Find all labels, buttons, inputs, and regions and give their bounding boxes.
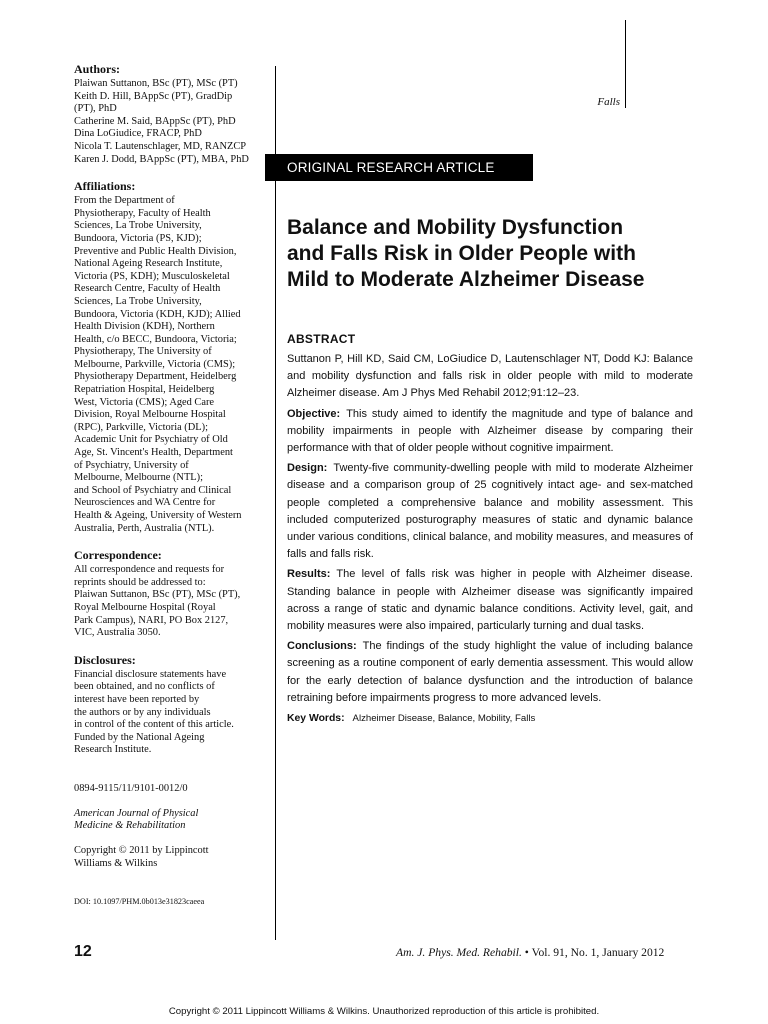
conclusions-paragraph [287, 638, 693, 707]
results-paragraph [287, 566, 693, 635]
keywords-label: Key Words: [287, 713, 345, 725]
conclusions-label: Conclusions: [287, 640, 357, 653]
conclusions-text: The findings of the study highlight the value of including balance screening as a routine component of early dementia assessment. This would allow for the early detection of balance dysfunction and the introduction of balance retraining before impairments progress to more advanced levels. [287, 640, 693, 704]
correspondence-section [74, 548, 270, 640]
disclosures-text: Financial disclosure statements have been obtained, and no conflicts of interest have been reported by the authors or by any individuals in control of the content of this article. Funded by the National Ageing Research Institute. [74, 668, 234, 756]
affiliations-section [74, 179, 270, 535]
section-tag: Falls [597, 96, 620, 108]
footer-bullet: • [524, 946, 529, 959]
keywords-paragraph [287, 710, 693, 727]
sidebar-column [74, 62, 270, 907]
doi: DOI: 10.1097/PHM.0b013e31823caeea [74, 897, 205, 907]
design-text: Twenty-five community-dwelling people with mild to moderate Alzheimer disease and a comparison group of 25 cognitively intact age- and sex-matched people completed a comprehensive balance and mobility assessment. This included computerized posturography measures of static and dynamic balance under various conditions, clinical balance, and mobility measures, and measures of falls and falls risk. [287, 462, 693, 561]
affiliations-heading: Affiliations: [74, 179, 136, 194]
disclosures-section [74, 653, 270, 757]
authors-heading: Authors: [74, 62, 121, 76]
citation: Suttanon P, Hill KD, Said CM, LoGiudice D, Lautenschlager NT, Dodd KJ: Balance and mobility dysfunction and falls risk in older people with mild to moderate Alzheimer disease. Am J Phys Med Rehabil 2012;91:12–23. [287, 353, 693, 400]
objective-text: This study aimed to identify the magnitude and type of balance and mobility impairments in people with Alzheimer disease by comparing their performance with that of older people without cognitive impairment. [287, 407, 693, 455]
issn: 0894-9115/11/9101-0012/0 [74, 782, 188, 794]
volume-info: Vol. 91, No. 1, January 2012 [531, 946, 665, 959]
article-type-banner: ORIGINAL RESEARCH ARTICLE [265, 154, 533, 181]
journal-abbrev: Am. J. Phys. Med. Rehabil. [396, 946, 522, 959]
authors-section [74, 62, 270, 166]
results-label: Results: [287, 568, 331, 581]
affiliations-text: From the Department of Physiotherapy, Faculty of Health Sciences, La Trobe University, Bundoora, Victoria (PS, KJD); Preventive and Public Health Division, National Ageing Research Institute, Victoria (PS, KDH); Musculoskeletal Research Centre, Faculty of Health Sciences, La Trobe University, Bundoora, Victoria (KDH, KJD); Allied Health Division (KDH), Northern Health, c/o BECC, Bundoora, Victoria; Physiotherapy, The University of Melbourne, Parkville, Victoria (CMS); Physiotherapy Department, Heidelberg Repatriation Hospital, Heidelberg West, Victoria (CMS); Aged Care Division, Royal Melbourne Hospital (RPC), Parkville, Victoria (DL); Academic Unit for Psychiatry of Old Age, St. Vincent's Health, Department of Psychiatry, University of Melbourne, Melbourne (NTL); and School of Psychiatry and Clinical Neurosciences and WA Centre for Health & Ageing, University of Western Australia, Perth, Australia (NTL). [74, 195, 242, 534]
disclosures-heading: Disclosures: [74, 652, 136, 667]
design-paragraph [287, 460, 693, 563]
copyright-notice: Copyright © 2011 Lippincott Williams & Wilkins. Unauthorized reproduction of this article is prohibited. [168, 1006, 600, 1017]
abstract-body [287, 351, 693, 730]
journal-name: American Journal of Physical Medicine & Rehabilitation [74, 807, 199, 832]
page-number: 12 [74, 943, 92, 960]
results-text: The level of falls risk was higher in people with Alzheimer disease. Standing balance in people with Alzheimer disease was significantly impaired across a range of static and dynamic balance conditions. Activity level, gait, and mobility measures were also impaired, particularly turning and dual tasks. [287, 568, 693, 633]
article-title: Balance and Mobility Dysfunction and Falls Risk in Older People with Mild to Moderate Alzheimer Disease [287, 216, 645, 291]
correspondence-text: All correspondence and requests for reprints should be addressed to: Plaiwan Suttanon, BSc (PT), MSc (PT), Royal Melbourne Hospital (Royal Park Campus), NARI, PO Box 2127, VIC, Australia 3050. [74, 564, 241, 639]
objective-label: Objective: [287, 407, 341, 420]
keywords-text: Alzheimer Disease, Balance, Mobility, Falls [352, 713, 536, 725]
publisher-copyright: Copyright © 2011 by Lippincott Williams & Wilkins [74, 845, 209, 870]
design-label: Design: [287, 462, 328, 475]
authors-list: Plaiwan Suttanon, BSc (PT), MSc (PT) Keith D. Hill, BAppSc (PT), GradDip (PT), PhD Catherine M. Said, BAppSc (PT), PhD Dina LoGiudice, FRACP, PhD Nicola T. Lautenschlager, MD, RANZCP Karen J. Dodd, BAppSc (PT), MBA, PhD [74, 78, 249, 165]
header-rule [625, 20, 626, 108]
publication-info [74, 770, 270, 883]
objective-paragraph [287, 406, 693, 458]
column-divider [275, 66, 276, 940]
running-footer [396, 946, 692, 959]
abstract-heading: ABSTRACT [287, 332, 356, 346]
correspondence-heading: Correspondence: [74, 548, 162, 563]
